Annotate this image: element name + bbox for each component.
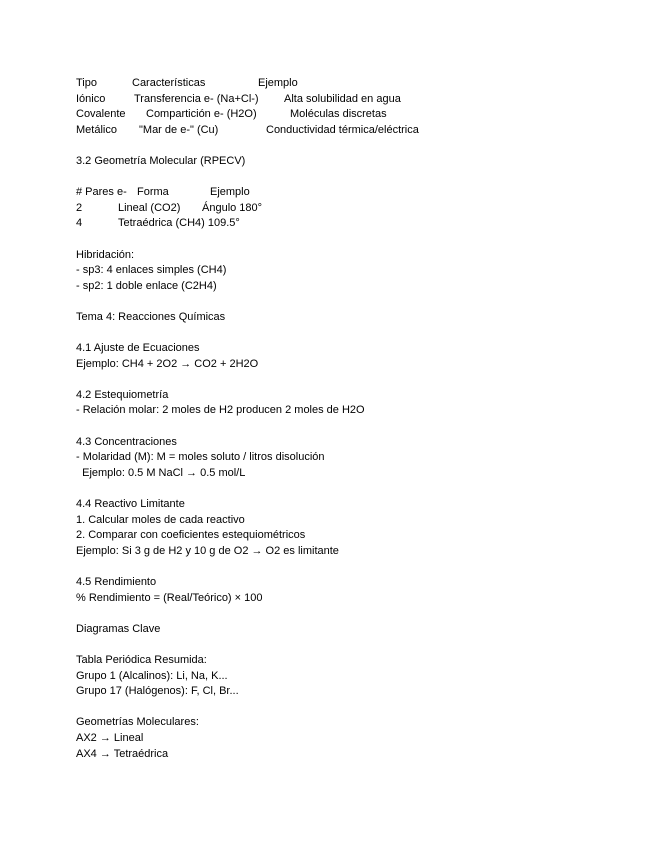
- header-tipo: Tipo: [76, 77, 97, 89]
- shape-value: Lineal (CO2): [118, 201, 181, 214]
- text-line: 2. Comparar con coeficientes estequiométricos: [76, 529, 306, 542]
- bond-table-row: [76, 92, 636, 108]
- bond-table-row: [76, 123, 636, 139]
- bond-type: Iónico: [76, 92, 106, 105]
- header-pairs: # Pares e-: [76, 186, 127, 199]
- text-line: - Molaridad (M): M = moles soluto / litros disolución: [76, 451, 325, 464]
- text-line: AX2 → Lineal: [76, 731, 144, 744]
- chapter-title: Tema 4: Reacciones Químicas: [76, 310, 226, 323]
- text-line: Ejemplo: Si 3 g de H2 y 10 g de O2 → O2 es limitante: [76, 544, 339, 557]
- bond-table-row: [76, 107, 636, 123]
- bond-table-header: [76, 76, 636, 92]
- formula-line: % Rendimiento = (Real/Teórico) × 100: [76, 591, 263, 604]
- bond-type: Metálico: [76, 123, 117, 136]
- section-title: 4.1 Ajuste de Ecuaciones: [76, 342, 200, 355]
- bond-characteristics: Transferencia e- (Na+Cl-): [134, 92, 259, 105]
- text-line: 1. Calcular moles de cada reactivo: [76, 513, 245, 526]
- section-title: 4.4 Reactivo Limitante: [76, 498, 185, 511]
- header-forma: Forma: [137, 186, 169, 199]
- geometry-table-header: [76, 185, 636, 201]
- bond-example: Moléculas discretas: [290, 108, 387, 121]
- pairs-value: 4: [76, 217, 83, 230]
- text-line: Grupo 1 (Alcalinos): Li, Na, K...: [76, 669, 228, 682]
- bond-characteristics: "Mar de e-" (Cu): [139, 123, 219, 136]
- document-page: [76, 76, 636, 762]
- hybridization-title: Hibridación:: [76, 248, 135, 261]
- geometry-table-row: [76, 216, 636, 232]
- section-title: 4.2 Estequiometría: [76, 388, 169, 401]
- header-caracteristicas: Características: [132, 77, 206, 89]
- list-item: - sp3: 4 enlaces simples (CH4): [76, 264, 227, 277]
- bond-example: Alta solubilidad en agua: [284, 92, 401, 105]
- shape-value: Tetraédrica (CH4) 109.5°: [118, 217, 240, 230]
- bond-characteristics: Compartición e- (H2O): [146, 108, 257, 121]
- geometry-table-row: [76, 201, 636, 217]
- section-title: 3.2 Geometría Molecular (RPECV): [76, 154, 246, 167]
- section-title: 4.5 Rendimiento: [76, 576, 157, 588]
- text-line: AX4 → Tetraédrica: [76, 747, 169, 760]
- list-item: - sp2: 1 doble enlace (C2H4): [76, 279, 217, 292]
- example-value: Ángulo 180°: [202, 201, 263, 214]
- text-line: Grupo 17 (Halógenos): F, Cl, Br...: [76, 685, 239, 698]
- header-ejemplo: Ejemplo: [258, 77, 298, 89]
- header-ejemplo: Ejemplo: [210, 186, 250, 199]
- bond-type: Covalente: [76, 108, 126, 121]
- geometries-title: Geometrías Moleculares:: [76, 716, 199, 729]
- section-title: 4.3 Concentraciones: [76, 435, 177, 448]
- periodic-title: Tabla Periódica Resumida:: [76, 653, 207, 666]
- text-line: - Relación molar: 2 moles de H2 producen 2 moles de H2O: [76, 404, 365, 417]
- text-line: Ejemplo: 0.5 M NaCl → 0.5 mol/L: [76, 466, 246, 479]
- bond-example: Conductividad térmica/eléctrica: [266, 123, 419, 136]
- pairs-value: 2: [76, 201, 83, 214]
- diagrams-title: Diagramas Clave: [76, 622, 161, 635]
- text-line: Ejemplo: CH4 + 2O2 → CO2 + 2H2O: [76, 357, 259, 370]
